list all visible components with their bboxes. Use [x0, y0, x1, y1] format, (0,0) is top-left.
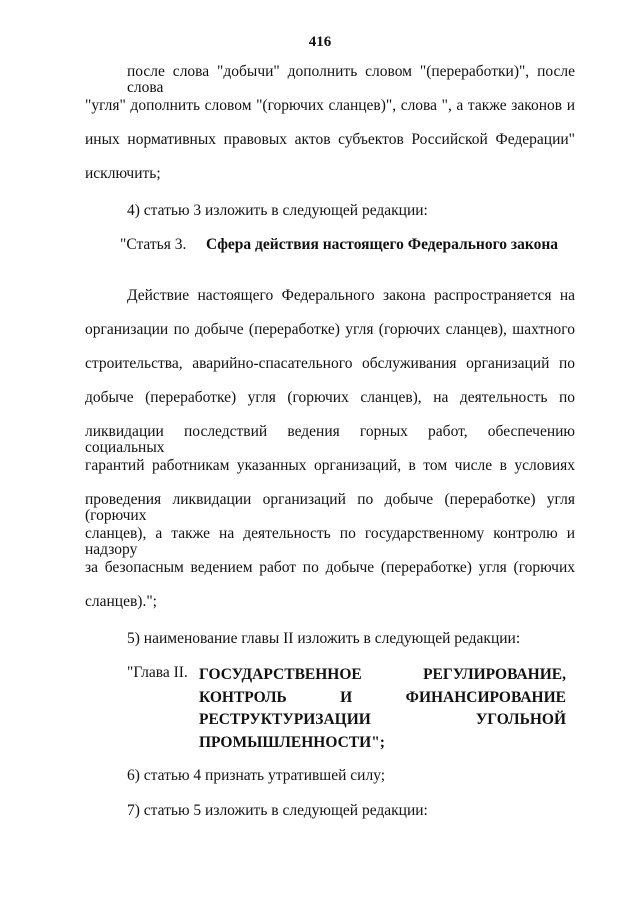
paragraph-line: организации по добыче (переработке) угля (горючих сланцев), шахтного [85, 321, 575, 338]
list-item: 5) наименование главы II изложить в следующей редакции: [127, 630, 521, 647]
chapter-label: "Глава II. [127, 664, 188, 681]
chapter-title [199, 664, 566, 754]
chapter-title-line: ГОСУДАРСТВЕННОЕ РЕГУЛИРОВАНИЕ, [199, 666, 566, 683]
paragraph-line: за безопасным ведением работ по добыче (переработке) угля (горючих [85, 559, 575, 576]
article-title: Сфера действия настоящего Федерального закона [206, 236, 559, 253]
chapter-title-line: РЕСТРУКТУРИЗАЦИИ УГОЛЬНОЙ [199, 711, 566, 728]
chapter-title-line: ПРОМЫШЛЕННОСТИ"; [199, 733, 385, 751]
paragraph-line: исключить; [85, 165, 161, 182]
article-label: "Статья 3. [120, 236, 187, 253]
paragraph-line: строительства, аварийно-спасательного обслуживания организаций по [85, 355, 575, 372]
paragraph-line: сланцев)."; [85, 593, 157, 610]
paragraph-line: после слова "добычи" дополнить словом "(переработки)", после слова [127, 63, 575, 96]
paragraph-line: сланцев), а также на деятельность по государственному контролю и надзору [85, 525, 575, 558]
paragraph-line: добыче (переработке) угля (горючих сланцев), на деятельность по [85, 389, 575, 406]
paragraph-line: Действие настоящего Федерального закона распространяется на [127, 287, 575, 304]
paragraph-line: ликвидации последствий ведения горных работ, обеспечению социальных [85, 423, 575, 456]
paragraph-line: проведения ликвидации организаций по добыче (переработке) угля (горючих [85, 491, 575, 524]
list-item: 7) статью 5 изложить в следующей редакции: [127, 802, 428, 819]
list-item: 6) статью 4 признать утратившей силу; [127, 767, 386, 784]
paragraph-line: "угля" дополнить словом "(горючих сланцев)", слова ", а также законов и [85, 97, 575, 114]
chapter-title-line: КОНТРОЛЬ И ФИНАНСИРОВАНИЕ [199, 688, 566, 706]
paragraph-line: гарантий работникам указанных организаций, в том числе в условиях [85, 457, 575, 474]
page-number: 416 [308, 34, 332, 50]
list-item: 4) статью 3 изложить в следующей редакции: [127, 202, 428, 219]
paragraph-line: иных нормативных правовых актов субъектов Российской Федерации" [85, 131, 575, 148]
